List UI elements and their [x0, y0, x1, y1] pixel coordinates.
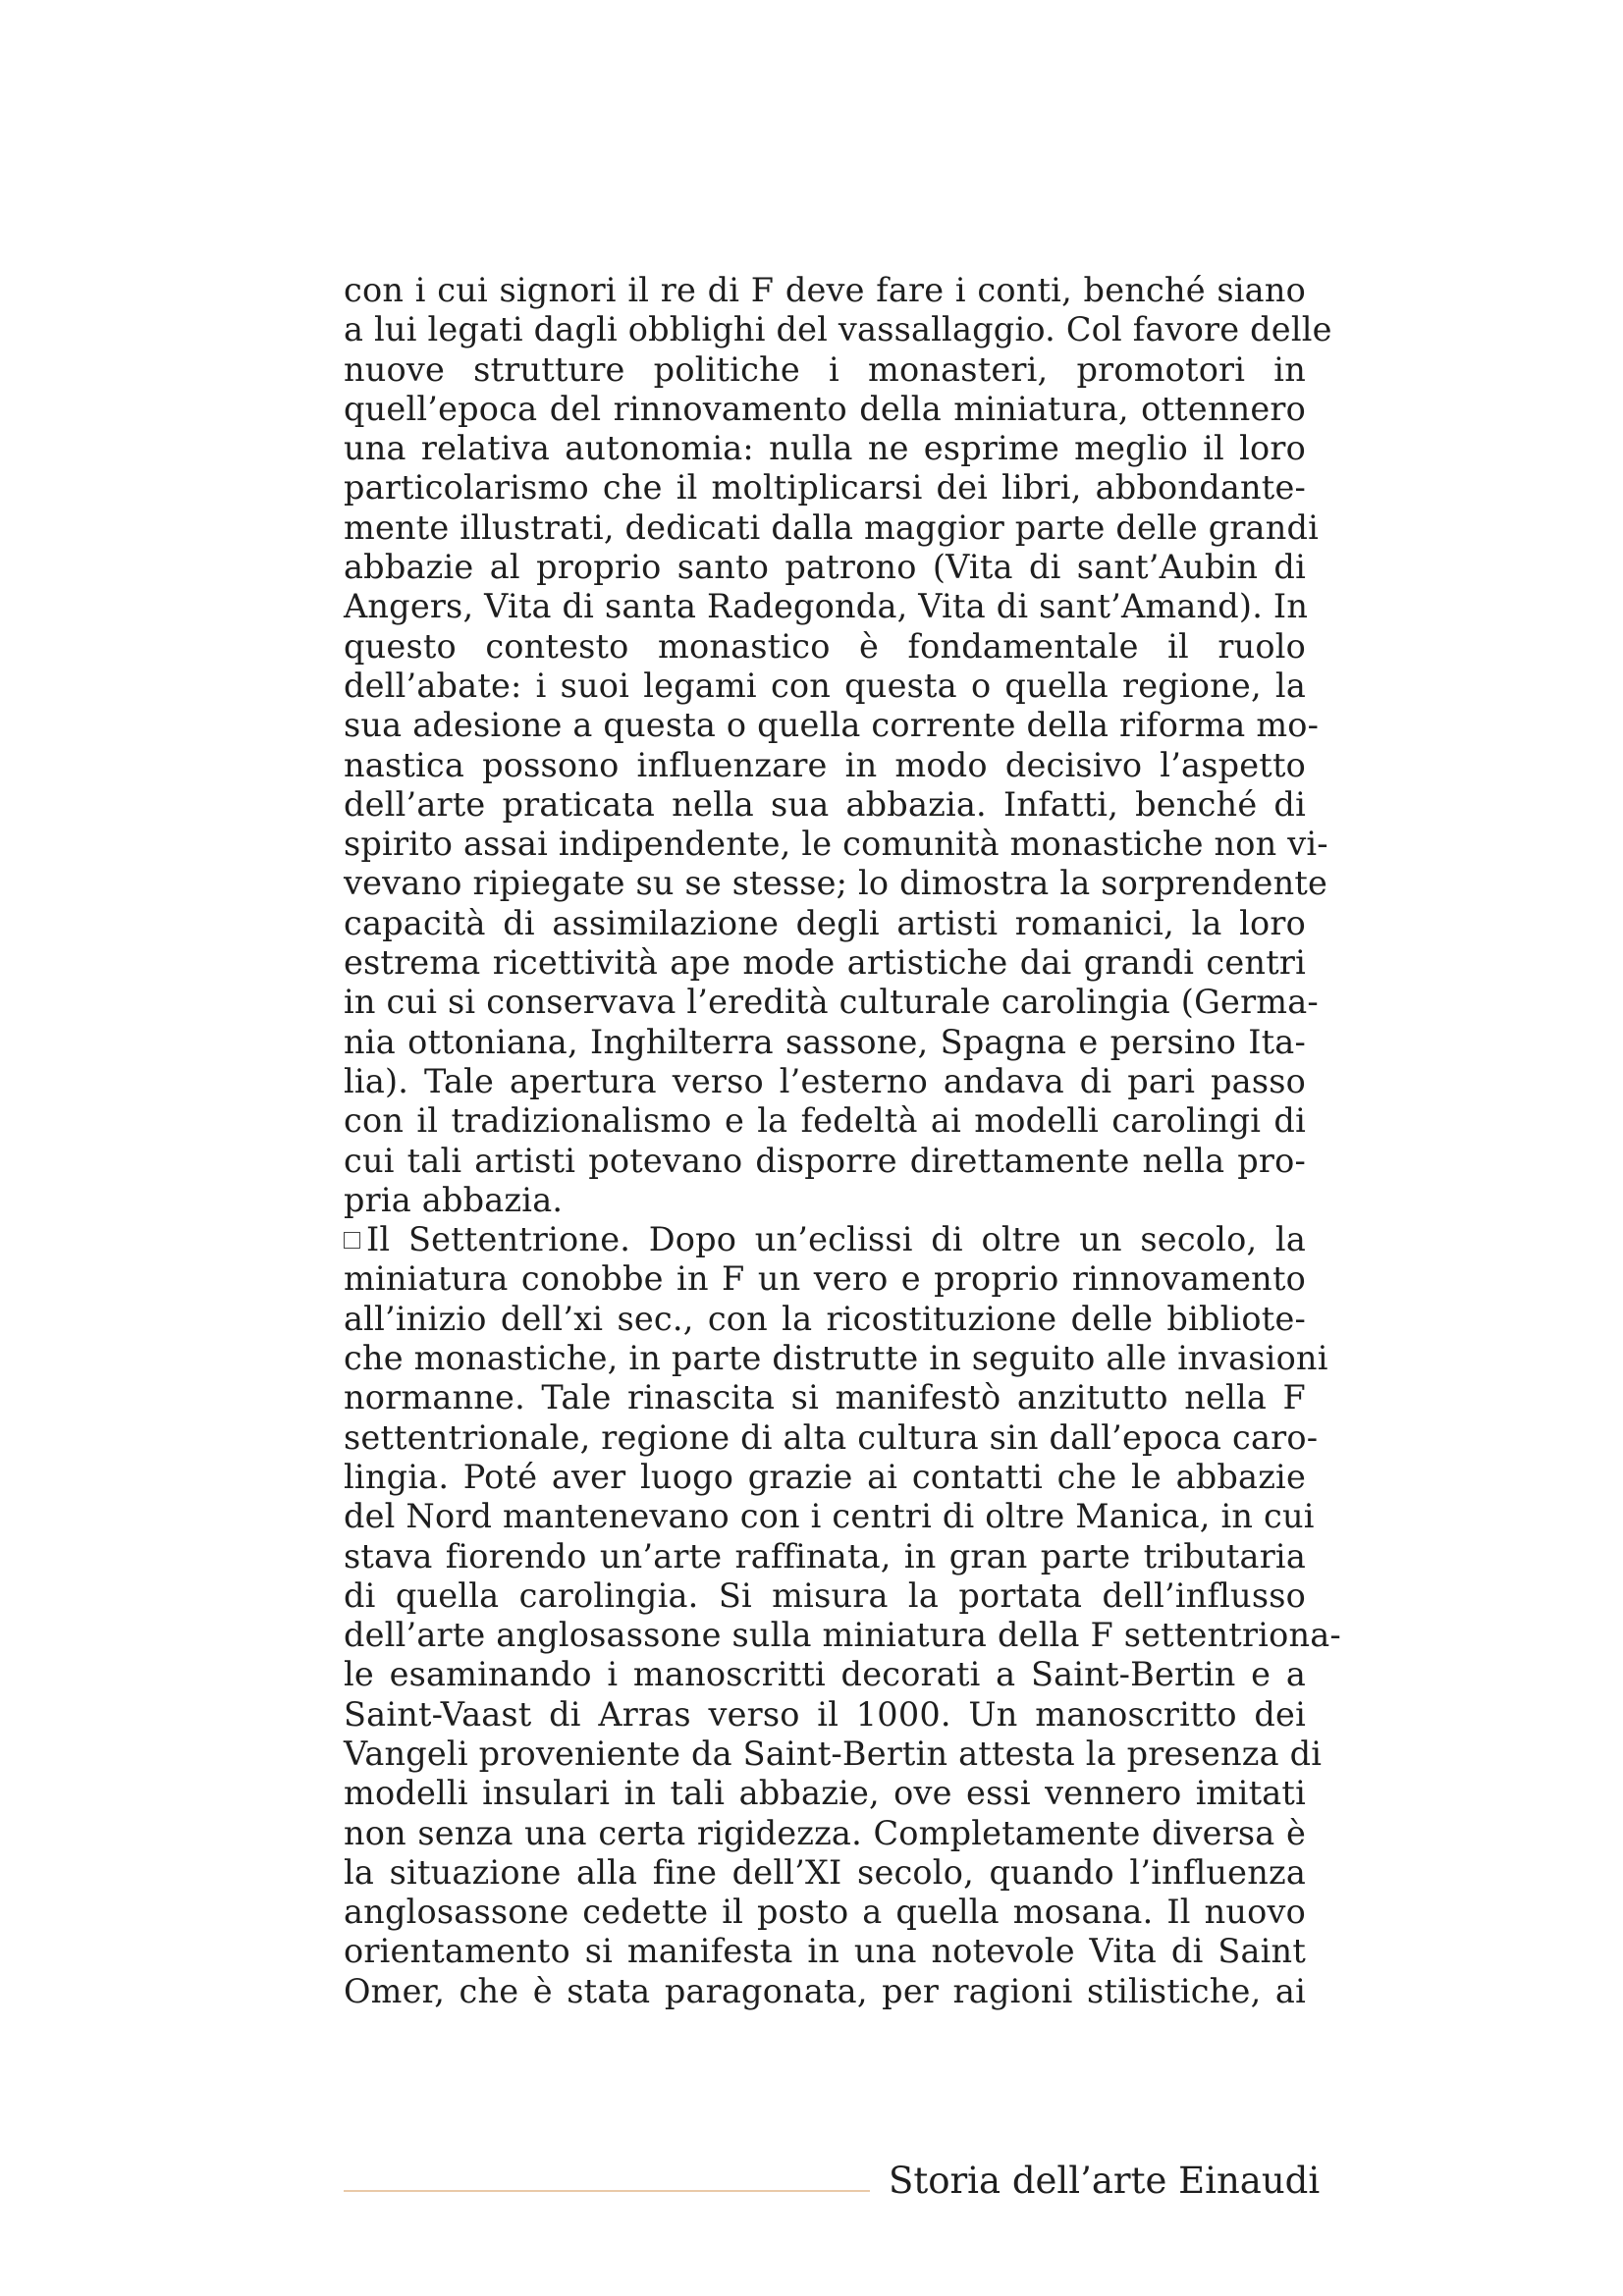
text-line: Omer, che è stata paragonata, per ragioni stilistiche, ai [344, 1971, 1306, 2010]
text-line: nuove strutture politiche i monasteri, promotori in [344, 349, 1306, 389]
text-line: abbazie al proprio santo patrono (Vita di sant’Aubin di [344, 548, 1306, 587]
text-line: orientamento si manifesta in una notevole Vita di Saint [344, 1932, 1306, 1971]
text-line: nastica possono influenzare in modo decisivo l’aspetto [344, 745, 1306, 784]
text-line: particolarismo che il moltiplicarsi dei libri, abbondante- [344, 468, 1306, 507]
text-line: del Nord mantenevano con i centri di oltre Manica, in cui [344, 1497, 1315, 1536]
text-line: capacità di assimilazione degli artisti romanici, la loro [344, 903, 1306, 942]
text-line: lingia. Poté aver luogo grazie ai contatti che le abbazie [344, 1457, 1306, 1496]
text-line: di quella carolingia. Si misura la portata dell’influsso [344, 1575, 1306, 1615]
text-line: Vangeli proveniente da Saint-Bertin attesta la presenza di [344, 1734, 1323, 1773]
section-start-line [344, 1220, 1306, 1259]
text-line: dell’arte praticata nella sua abbazia. Infatti, benché di [344, 784, 1306, 824]
text-line: in cui si conservava l’eredità culturale carolingia (Germa- [344, 983, 1319, 1022]
text-line: le esaminando i manoscritti decorati a Saint-Bertin e a [344, 1655, 1306, 1694]
footer-title: Storia dell’arte Einaudi [889, 2160, 1321, 2202]
text-line: con il tradizionalismo e la fedeltà ai modelli carolingi di [344, 1101, 1306, 1141]
section-box-icon [344, 1232, 360, 1249]
text-line: con i cui signori il re di F deve fare i conti, benché siano [344, 271, 1306, 309]
footer-divider [344, 2190, 870, 2192]
text-line: all’inizio dell’xi sec., con la ricostituzione delle bibliote- [344, 1299, 1306, 1338]
text-line: stava fiorendo un’arte raffinata, in gran parte tributaria [344, 1536, 1306, 1575]
text-line: normanne. Tale rinascita si manifestò anzitutto nella F [344, 1378, 1306, 1417]
text-line: mente illustrati, dedicati dalla maggior parte delle grandi [344, 507, 1320, 547]
text-line: dell’arte anglosassone sulla miniatura della F settentriona- [344, 1616, 1341, 1655]
text-line: sua adesione a questa o quella corrente della riforma mo- [344, 706, 1320, 745]
body-text [344, 271, 1341, 2011]
text-line: quell’epoca del rinnovamento della miniatura, ottennero [344, 389, 1306, 428]
text-line: nia ottoniana, Inghilterra sassone, Spagna e persino Ita- [344, 1022, 1306, 1061]
text-line: settentrionale, regione di alta cultura sin dall’epoca caro- [344, 1417, 1319, 1457]
text-line: lia). Tale apertura verso l’esterno andava di pari passo [344, 1061, 1306, 1100]
text-line: dell’abate: i suoi legami con questa o quella regione, la [344, 666, 1306, 705]
text-line: Angers, Vita di santa Radegonda, Vita di sant’Amand). In [344, 587, 1309, 626]
text-line: anglosassone cedette il posto a quella mosana. Il nuovo [344, 1893, 1306, 1932]
text-line: non senza una certa rigidezza. Completamente diversa è [344, 1813, 1306, 1852]
text-line: cui tali artisti potevano disporre direttamente nella pro- [344, 1141, 1306, 1180]
text-line: modelli insulari in tali abbazie, ove essi vennero imitati [344, 1774, 1306, 1813]
text-line: che monastiche, in parte distrutte in seguito alle invasioni [344, 1339, 1328, 1378]
text-line: estrema ricettività ape mode artistiche dai grandi centri [344, 943, 1306, 983]
text-line: questo contesto monastico è fondamentale il ruolo [344, 626, 1306, 666]
text-line: vevano ripiegate su se stesse; lo dimostra la sorprendente [344, 864, 1328, 903]
text-line: pria abbazia. [344, 1180, 564, 1219]
text-line: una relativa autonomia: nulla ne esprime meglio il loro [344, 429, 1306, 468]
text-line: spirito assai indipendente, le comunità monastiche non vi- [344, 825, 1328, 864]
text-line: la situazione alla fine dell’XI secolo, quando l’influenza [344, 1852, 1306, 1892]
text-line: a lui legati dagli obblighi del vassallaggio. Col favore delle [344, 310, 1332, 349]
text-line: Il Settentrione. Dopo un’eclissi di oltre un secolo, la [366, 1220, 1306, 1259]
text-line: Saint-Vaast di Arras verso il 1000. Un manoscritto dei [344, 1694, 1306, 1734]
text-line: miniatura conobbe in F un vero e proprio rinnovamento [344, 1259, 1306, 1299]
